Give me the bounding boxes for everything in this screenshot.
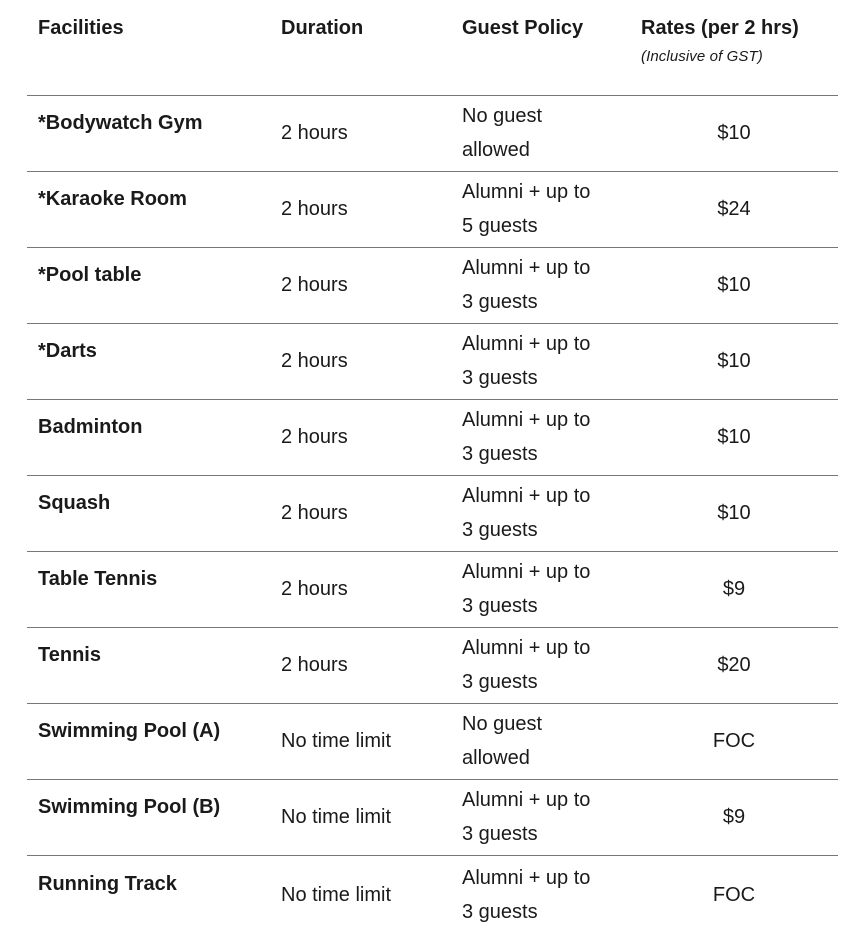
facility-cell: *Pool table — [27, 247, 270, 323]
duration-cell: 2 hours — [270, 551, 450, 627]
column-header-label: Rates (per 2 hrs) — [641, 17, 799, 39]
guest-policy-line: 3 guests — [462, 595, 538, 617]
rate-cell: $20 — [630, 627, 838, 703]
facility-cell: Badminton — [27, 399, 270, 475]
column-header-label: Facilities — [38, 17, 124, 39]
header-row — [27, 0, 838, 95]
column-header-duration — [270, 0, 450, 95]
guest-policy-line: No guest — [462, 105, 543, 127]
duration-cell: 2 hours — [270, 475, 450, 551]
gst-note: (Inclusive of GST) — [641, 48, 763, 65]
guest-policy-cell — [450, 627, 630, 703]
guest-policy-line: 5 guests — [462, 215, 538, 237]
guest-policy-line: 3 guests — [462, 519, 538, 541]
guest-policy-cell — [450, 323, 630, 399]
table-row — [27, 779, 838, 855]
rate-cell: $24 — [630, 171, 838, 247]
guest-policy-cell — [450, 475, 630, 551]
duration-cell: No time limit — [270, 703, 450, 779]
table-row — [27, 171, 838, 247]
guest-policy-line: 3 guests — [462, 291, 538, 313]
table-row — [27, 855, 838, 947]
table-row — [27, 475, 838, 551]
guest-policy-cell — [450, 247, 630, 323]
column-header-guest-policy — [450, 0, 630, 95]
column-header-label: Duration — [281, 17, 364, 39]
table-row — [27, 703, 838, 779]
table-header — [27, 0, 838, 95]
guest-policy-line: 3 guests — [462, 367, 538, 389]
guest-policy-line: Alumni + up to — [462, 257, 591, 279]
guest-policy-line: Alumni + up to — [462, 181, 591, 203]
guest-policy-line: allowed — [462, 747, 530, 769]
guest-policy-cell — [450, 399, 630, 475]
rate-cell: $9 — [630, 551, 838, 627]
guest-policy-line: No guest — [462, 713, 543, 735]
rate-cell: $10 — [630, 323, 838, 399]
table-row — [27, 323, 838, 399]
guest-policy-line: Alumni + up to — [462, 637, 591, 659]
guest-policy-line: 3 guests — [462, 900, 538, 923]
rate-cell: FOC — [630, 703, 838, 779]
duration-cell: 2 hours — [270, 627, 450, 703]
guest-policy-cell — [450, 171, 630, 247]
table-row — [27, 247, 838, 323]
guest-policy-line: Alumni + up to — [462, 409, 591, 431]
guest-policy-line: Alumni + up to — [462, 789, 591, 811]
rate-cell: $10 — [630, 95, 838, 171]
table-row — [27, 95, 838, 171]
facility-cell: Running Track — [38, 873, 177, 896]
facility-cell: Swimming Pool (A) — [27, 703, 270, 779]
table-row — [27, 551, 838, 627]
rate-cell: $10 — [630, 475, 838, 551]
duration-cell: 2 hours — [270, 323, 450, 399]
guest-policy-line: allowed — [462, 139, 530, 161]
duration-cell: 2 hours — [270, 247, 450, 323]
duration-cell: 2 hours — [270, 171, 450, 247]
facility-cell: Swimming Pool (B) — [27, 779, 270, 855]
guest-policy-line: 3 guests — [462, 443, 538, 465]
guest-policy-line: 3 guests — [462, 823, 538, 845]
facility-cell: Table Tennis — [27, 551, 270, 627]
guest-policy-line: Alumni + up to — [462, 866, 591, 889]
rate-cell: $10 — [630, 399, 838, 475]
rate-cell: FOC — [712, 883, 756, 906]
duration-cell: 2 hours — [270, 95, 450, 171]
guest-policy-line: Alumni + up to — [462, 561, 591, 583]
guest-policy-line: 3 guests — [462, 671, 538, 693]
duration-cell: No time limit — [281, 883, 392, 906]
facility-cell: *Darts — [27, 323, 270, 399]
table-row — [27, 627, 838, 703]
guest-policy-cell — [450, 95, 630, 171]
column-header-label: Guest Policy — [462, 17, 584, 39]
facility-cell: *Karaoke Room — [27, 171, 270, 247]
table-row — [27, 399, 838, 475]
facility-cell: Tennis — [27, 627, 270, 703]
guest-policy-line: Alumni + up to — [462, 333, 591, 355]
duration-cell: 2 hours — [270, 399, 450, 475]
table-body — [27, 95, 838, 947]
guest-policy-cell — [450, 551, 630, 627]
guest-policy-cell — [450, 855, 630, 947]
facility-cell: Squash — [27, 475, 270, 551]
guest-policy-cell — [450, 779, 630, 855]
facility-cell: *Bodywatch Gym — [27, 95, 270, 171]
guest-policy-cell — [450, 703, 630, 779]
facilities-rates-table — [27, 0, 838, 947]
rate-cell: $10 — [630, 247, 838, 323]
column-header-rates — [630, 0, 838, 95]
column-header-facilities — [27, 0, 270, 95]
guest-policy-line: Alumni + up to — [462, 485, 591, 507]
rate-cell: $9 — [630, 779, 838, 855]
duration-cell: No time limit — [270, 779, 450, 855]
